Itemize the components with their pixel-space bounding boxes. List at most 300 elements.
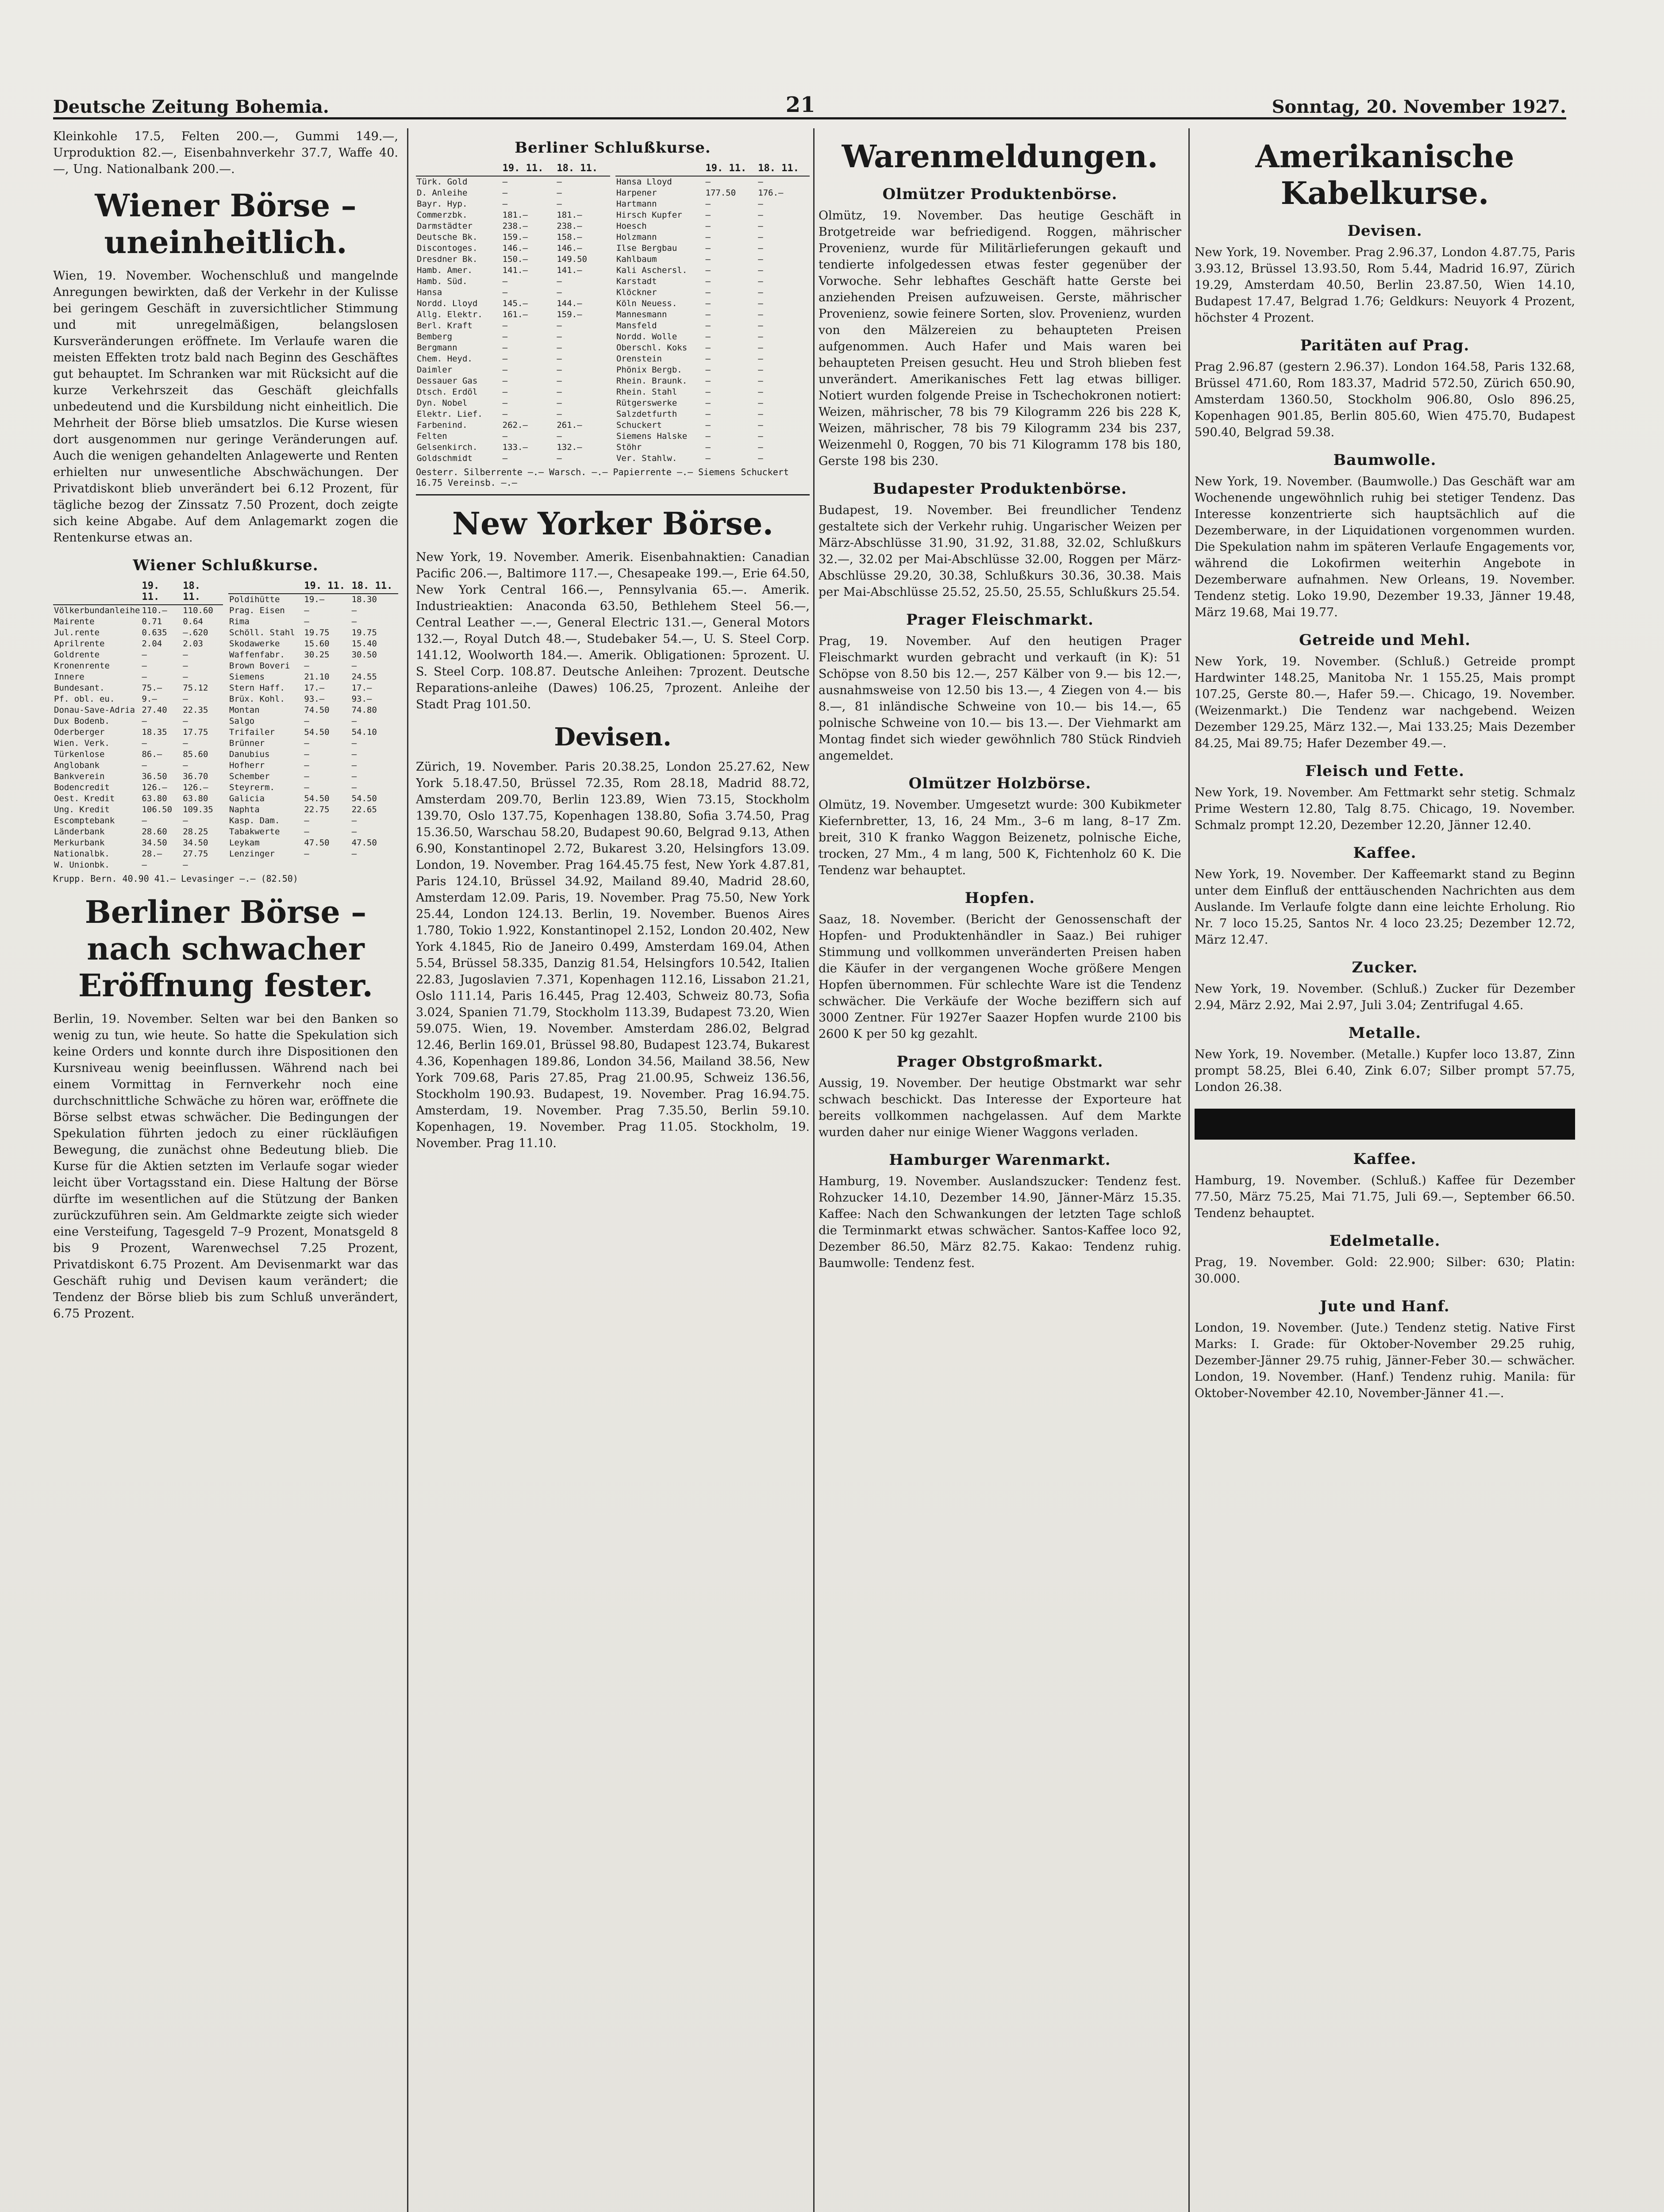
paper-title: Deutsche Zeitung Bohemia. bbox=[53, 96, 329, 117]
table-row bbox=[416, 243, 610, 254]
quote-value: 158.— bbox=[557, 232, 582, 242]
quote-value: — bbox=[351, 849, 357, 859]
table-row bbox=[615, 376, 810, 387]
article-body: New York, 19. November. (Baumwolle.) Das Geschäft war am Wochenende ungewöhnlich ruhig bei stetiger Tendenz. Das Interesse konzentrierte sich hauptsächlich auf die Dezemberware, in der Liquidationen vorgenommen wurden. Die Spekulation nahm im späteren Verlaufe Engagements vor, während die Lokofirmen weiterhin Angebote in Dezemberware aufnahmen. New Orleans, 19. November. Tendenz stetig. Loko 19.90, Dezember 19.33, Jänner 19.48, März 19.68, Mai 19.77. bbox=[1195, 475, 1575, 619]
table-row bbox=[53, 694, 223, 705]
quote-value: — bbox=[502, 431, 508, 441]
quote-value: 109.35 bbox=[183, 805, 213, 814]
security-name: Anglobank bbox=[54, 760, 100, 770]
quote-value: — bbox=[351, 816, 357, 826]
security-name: Innere bbox=[54, 672, 85, 682]
quote-value: 74.80 bbox=[351, 705, 377, 715]
quote-value: 177.50 bbox=[705, 188, 736, 198]
table-row bbox=[228, 694, 398, 705]
article-body: New York, 19. November. Der Kaffeemarkt stand zu Beginn unter dem Einfluß der enttäuschenden Nachrichten aus dem Auslande. Im Verlaufe folgte dann eine leichte Erholung. Rio Nr. 7 loco 15.25, Santos Nr. 4 loco 23.25; Dezember 12.72, März 12.47. bbox=[1195, 868, 1575, 947]
security-name: Stöhr bbox=[616, 442, 642, 452]
security-name: Länderbank bbox=[54, 827, 105, 837]
quote-value: — bbox=[758, 409, 763, 419]
quote-value: 19.75 bbox=[351, 628, 377, 637]
quote-value: 15.60 bbox=[304, 639, 330, 649]
quote-value: — bbox=[705, 365, 711, 375]
security-name: Mannesmann bbox=[616, 310, 667, 319]
quote-value: — bbox=[758, 365, 763, 375]
article-body: Zürich, 19. November. Paris 20.38.25, London 25.27.62, New York 5.18.47.50, Brüssel 72.35, Rom 28.18, Madrid 88.72, Amsterdam 209.70, Berlin 123.89, Wien 73.15, Stockholm 139.70, Oslo 137.75, Kopenhagen 138.80, Sofia 3.74.50, Prag 15.36.50, Warschau 58.20, Budapest 90.60, Belgrad 9.13, Athen 6.90, Konstantinopel 2.72, Bukarest 3.20, Helsingfors 13.09. London, 19. November. Prag 164.45.75 fest, New York 4.87.81, Paris 124.10, Brüssel 34.92, Mailand 89.40, Madrid 28.60, Amsterdam 12.09. Paris, 19. November. Prag 75.50, New York 25.44, London 124.13. Berlin, 19. November. Buenos Aires 1.780, Tokio 1.922, Konstantinopel 2.152, London 20.402, New York 4.1845, Rio de Janeiro 0.499, Amsterdam 169.04, Athen 5.54, Brüssel 58.335, Danzig 81.54, Helsingfors 10.542, Italien 22.83, Jugoslavien 7.371, Kopenhagen 112.16, Lissabon 21.21, Oslo 111.14, Paris 16.445, Prag 12.403, Schweiz 80.73, Sofia 3.024, Spanien 71.79, Stockholm 113.39, Budapest 73.20, Wien 59.075. Wien, 19. November. Amsterdam 286.02, Belgrad 12.46, Berlin 169.01, Brüssel 98.80, Budapest 123.74, Bukarest 4.36, Kopenhagen 189.86, London 34.56, Mailand 38.56, New York 709.68, Paris 27.85, Prag 21.00.95, Schweiz 136.56, Stockholm 190.93. Budapest, 19. November. Prag 16.94.75. Amsterdam, 19. November. Prag 7.35.50, Berlin 59.10. Kopenhagen, 19. November. Prag 11.05. Stockholm, 19. November. Prag 11.10. bbox=[416, 760, 810, 1150]
table-row bbox=[416, 376, 610, 387]
quote-value: — bbox=[142, 661, 147, 671]
quote-value: — bbox=[705, 265, 711, 275]
quote-value: —.620 bbox=[183, 628, 208, 637]
quote-value: 21.10 bbox=[304, 672, 330, 682]
subsection-title: Paritäten auf Prag. bbox=[1300, 337, 1470, 354]
quote-value: 262.— bbox=[502, 420, 528, 430]
table-footnote: Krupp. Bern. 40.90 41.— Levasinger —.— (82.50) bbox=[53, 873, 298, 884]
security-name: Stern Haff. bbox=[229, 683, 285, 693]
section-title: Warenmeldungen. bbox=[842, 138, 1158, 175]
quote-value: — bbox=[351, 617, 357, 626]
table-header-row bbox=[228, 579, 398, 594]
quote-value: — bbox=[502, 453, 508, 463]
quote-value: — bbox=[183, 760, 188, 770]
quote-value: — bbox=[758, 431, 763, 441]
quote-value: 149.50 bbox=[557, 254, 587, 264]
table-row bbox=[615, 365, 810, 376]
security-name: Bankverein bbox=[54, 772, 105, 781]
quote-value: 261.— bbox=[557, 420, 582, 430]
security-name: Daimler bbox=[417, 365, 453, 375]
security-name: Allg. Elektr. bbox=[417, 310, 483, 319]
quote-value: — bbox=[502, 276, 508, 286]
table-row bbox=[53, 782, 223, 793]
security-name: Chem. Heyd. bbox=[417, 354, 473, 364]
table-row bbox=[228, 793, 398, 804]
security-name: Oberschl. Koks bbox=[616, 343, 688, 353]
table-row bbox=[416, 265, 610, 276]
column-header bbox=[228, 579, 303, 594]
quote-value: — bbox=[502, 188, 508, 198]
quote-value: — bbox=[705, 332, 711, 342]
security-name: Harpener bbox=[616, 188, 657, 198]
quote-value: — bbox=[758, 299, 763, 308]
article-body: Hamburg, 19. November. Auslandszucker: Tendenz fest. Rohzucker 14.10, Dezember 14.90, Jänner-März 15.35. Kaffee: Nach den Schwankungen der letzten Tage schloß die Terminmarkt etwas schwächer. Santos-Kaffee loco 92, Dezember 86.50, März 82.75. Kakao: Tendenz ruhig. Baumwolle: Tendenz fest. bbox=[819, 1175, 1181, 1270]
table-row bbox=[615, 387, 810, 398]
security-name: Poldihütte bbox=[229, 595, 280, 604]
subsection-title: Prager Obstgroßmarkt. bbox=[896, 1053, 1103, 1071]
article-body: Berlin, 19. November. Selten war bei den Banken so wenig zu tun, wie heute. So hatte die Spekulation sich keine Orders und konnte durch ihre Dispositionen den Kursniveau wenig beeinflussen. Während nach bei einem Vormittag in Fernverkehr noch eine durchschnittliche Schwäche zu hören war, eröffnete die Börse selbst etwas schwächer. Die Bedingungen der Spekulation führten jedoch zu einer rückläufigen Bewegung, die zunächst ohne Bedeutung blieb. Die Kurse für die Aktien setzten im Verlaufe sogar wieder leicht über Vortagsstand ein. Diese Haltung der Börse dürfte im wesentlichen auf die Stützung der Banken zurückzuführen sein. Am Geldmarkte zeigte sich wieder eine Versteifung, Tagesgeld 7–9 Prozent, Monatsgeld 8 bis 9 Prozent, Warenwechsel 7.25 Prozent, Privatdiskont 6.75 Prozent. Am Devisenmarkt war das Geschäft ruhig und Devisen kaum verändert; die Tendenz der Börse blieb bis zum Schluß unverändert, 6.75 Prozent. bbox=[53, 1012, 398, 1321]
subsection-title: Edelmetalle. bbox=[1329, 1232, 1441, 1250]
quote-value: 110.— bbox=[142, 606, 167, 615]
quote-value: 22.75 bbox=[304, 805, 330, 814]
table-row bbox=[53, 605, 223, 616]
quote-value: — bbox=[351, 716, 357, 726]
quote-value: 47.50 bbox=[304, 838, 330, 848]
table-row bbox=[615, 353, 810, 365]
table-row bbox=[53, 793, 223, 804]
subsection-title: Kaffee. bbox=[1353, 844, 1417, 862]
quote-value: 176.— bbox=[758, 188, 784, 198]
quote-value: 106.50 bbox=[142, 805, 173, 814]
quote-value: — bbox=[705, 420, 711, 430]
security-name: Felten bbox=[417, 431, 447, 441]
column-header: 18. 11. bbox=[757, 161, 810, 176]
table-row bbox=[53, 749, 223, 760]
table-row bbox=[228, 661, 398, 672]
quote-value: 36.50 bbox=[142, 772, 167, 781]
quote-value: — bbox=[705, 343, 711, 353]
table-row bbox=[53, 627, 223, 638]
table-row bbox=[53, 661, 223, 672]
quote-value: — bbox=[758, 254, 763, 264]
security-name: Dyn. Nobel bbox=[417, 398, 468, 408]
quote-table bbox=[53, 579, 223, 871]
article-body: Olmütz, 19. November. Das heutige Geschäft in Brotgetreide war befriedigend. Roggen, mährischer Provenienz, wurde für Militärlieferungen gekauft und tendierte infolgedessen etwas fester gegenüber der Vorwoche. Sehr lebhaftes Geschäft hatte Gerste bei anziehenden Preisen aufzuweisen. Gerste, mährischer Provenienz, sowie feinere Sorten, slov. Provenienz, wurden von den Mälzereien zu behaupteten Preisen aufgenommen. Auch Hafer und Mais waren bei behaupteten Preisen gesucht. Heu und Stroh blieben fest unverändert. Amerikanisches Fett lag etwas billiger. Notiert wurden folgende Preise in Tschechokronen notiert: Weizen, mährischer, 78 bis 79 Kilogramm 226 bis 228 K, Weizen, mährischer, 78 bis 79 Kilogramm 234 bis 237, Weizenmehl 0, Roggen, 70 bis 71 Kilogramm 178 bis 180, Gerste 198 bis 230. bbox=[819, 209, 1181, 468]
article-body: New York, 19. November. (Schluß.) Zucker für Dezember 2.94, März 2.92, Mai 2.97, Juli 3.04; Zentrifugal 4.65. bbox=[1195, 982, 1575, 1012]
security-name: Tabakwerte bbox=[229, 827, 280, 837]
security-name: Köln Neuess. bbox=[616, 299, 677, 308]
article-body: Olmütz, 19. November. Umgesetzt wurde: 300 Kubikmeter Kiefernbretter, 13, 16, 24 Mm., 3–6 m lang, 8–17 Zm. breit, 310 K franko Waggon Beizenetz, polnische Eiche, trocken, 27 Mm., 4 m lang, 500 K, Fichtenholz 60 K. Die Tendenz war behauptet. bbox=[819, 798, 1181, 877]
quote-value: — bbox=[758, 310, 763, 319]
security-name: Hofherr bbox=[229, 760, 265, 770]
quote-table bbox=[416, 161, 610, 464]
quote-value: 181.— bbox=[502, 210, 528, 220]
security-name: Lenzinger bbox=[229, 849, 275, 859]
quote-value: 54.50 bbox=[351, 794, 377, 803]
table-row bbox=[615, 453, 810, 464]
quote-value: 27.75 bbox=[183, 849, 208, 859]
quote-value: — bbox=[557, 409, 562, 419]
security-name: Kali Aschersl. bbox=[616, 265, 688, 275]
quote-value: — bbox=[183, 816, 188, 826]
quote-value: 126.— bbox=[183, 783, 208, 792]
quote-value: 22.65 bbox=[351, 805, 377, 814]
table-row bbox=[615, 298, 810, 309]
quote-value: — bbox=[557, 431, 562, 441]
security-name: Merkurbank bbox=[54, 838, 105, 848]
quote-value: 161.— bbox=[502, 310, 528, 319]
table-footnote: Oesterr. Silberrente —.— Warsch. —.— Papierrente —.— Siemens Schuckert 16.75 Vereinsb. —.— bbox=[416, 467, 789, 488]
security-name: Kahlbaum bbox=[616, 254, 657, 264]
table-row bbox=[416, 309, 610, 320]
subsection-title: Hamburger Warenmarkt. bbox=[889, 1151, 1111, 1169]
security-name: Oderberger bbox=[54, 727, 105, 737]
security-name: Hartmann bbox=[616, 199, 657, 209]
security-name: Karstadt bbox=[616, 276, 657, 286]
quote-value: — bbox=[705, 199, 711, 209]
quote-value: 0.64 bbox=[183, 617, 203, 626]
quote-value: — bbox=[351, 760, 357, 770]
table-row bbox=[615, 243, 810, 254]
table-row bbox=[416, 331, 610, 342]
security-name: Deutsche Bk. bbox=[417, 232, 478, 242]
subsection-title: Zucker. bbox=[1352, 959, 1418, 976]
security-name: Bergmann bbox=[417, 343, 457, 353]
article-body: Prag, 19. November. Auf den heutigen Prager Fleischmarkt wurden gebracht und verkauft (in K): 51 Schöpse von 8.50 bis 12.—, 257 Kälber von 9.— bis 12.—, ausnahmsweise von 12.50 bis 13.—, 4 Ziegen von 4.— bis 8.—, 81 inländische Schweine von 10.— bis 14.—, 65 polnische Schweine von 10.— bis 13.—. Der Viehmarkt am Montag findet sich wieder gewöhnlich 780 Stück Rindvieh angemeldet. bbox=[819, 634, 1181, 763]
quote-value: 141.— bbox=[557, 265, 582, 275]
quote-value: 159.— bbox=[557, 310, 582, 319]
quote-value: — bbox=[758, 199, 763, 209]
table-row bbox=[53, 771, 223, 782]
security-name: Ung. Kredit bbox=[54, 805, 110, 814]
security-name: Bodencredit bbox=[54, 783, 110, 792]
quote-value: — bbox=[758, 354, 763, 364]
quote-value: — bbox=[351, 772, 357, 781]
quote-value: 15.40 bbox=[351, 639, 377, 649]
quote-value: 36.70 bbox=[183, 772, 208, 781]
security-name: Salzdetfurth bbox=[616, 409, 677, 419]
table-row bbox=[615, 232, 810, 243]
quote-value: — bbox=[758, 343, 763, 353]
subsection-title: Olmützer Holzbörse. bbox=[908, 775, 1091, 792]
security-name: Bemberg bbox=[417, 332, 453, 342]
article-body: Prag 2.96.87 (gestern 2.96.37). London 164.58, Paris 132.68, Brüssel 471.60, Rom 183.37, Madrid 572.50, Zürich 650.90, Amsterdam 1360.50, Stockholm 906.80, Oslo 896.25, Kopenhagen 901.85, Berlin 805.60, Wien 475.70, Budapest 590.40, Belgrad 59.38. bbox=[1195, 360, 1575, 439]
security-name: Darmstädter bbox=[417, 221, 473, 231]
quote-value: — bbox=[304, 661, 309, 671]
security-name: Leykam bbox=[229, 838, 260, 848]
quote-value: 54.10 bbox=[351, 727, 377, 737]
quote-value: — bbox=[557, 387, 562, 397]
table-row bbox=[416, 409, 610, 420]
quote-value: 34.50 bbox=[183, 838, 208, 848]
quote-value: 93.— bbox=[304, 694, 325, 704]
subsection-title: Kaffee. bbox=[1353, 1150, 1417, 1168]
table-row bbox=[615, 199, 810, 210]
quote-value: 30.25 bbox=[304, 650, 330, 660]
article-body: New York, 19. November. (Metalle.) Kupfer loco 13.87, Zinn prompt 58.25, Blei 6.40, Zink 6.07; Silber prompt 57.75, London 26.38. bbox=[1195, 1048, 1575, 1094]
article-title: Berliner Börse – nach schwacher Eröffnung fester. bbox=[78, 894, 373, 1004]
security-name: W. Unionbk. bbox=[54, 860, 110, 870]
quote-value: 74.50 bbox=[304, 705, 330, 715]
article-body: New York, 19. November. Prag 2.96.37, London 4.87.75, Paris 3.93.12, Brüssel 13.93.50, Rom 5.44, Madrid 16.97, Zürich 19.29, Amsterdam 40.50, Berlin 23.87.50, Wien 14.10, Budapest 17.47, Belgrad 1.76; Geldkurs: Neuyork 4 Prozent, höchster 4 Prozent. bbox=[1195, 246, 1575, 325]
table-row bbox=[228, 849, 398, 860]
security-name: Brüx. Kohl. bbox=[229, 694, 285, 704]
table-row bbox=[53, 705, 223, 716]
column-header: 19. 11. bbox=[141, 579, 182, 605]
column-divider bbox=[1188, 128, 1190, 2212]
divider bbox=[416, 494, 810, 495]
table-row bbox=[416, 453, 610, 464]
quote-value: 181.— bbox=[557, 210, 582, 220]
quote-value: — bbox=[142, 672, 147, 682]
table-title: Berliner Schlußkurse. bbox=[515, 139, 711, 157]
quote-value: — bbox=[705, 409, 711, 419]
security-name: Kronenrente bbox=[54, 661, 110, 671]
security-name: Goldrente bbox=[54, 650, 100, 660]
quote-value: — bbox=[705, 254, 711, 264]
column-header: 18. 11. bbox=[182, 579, 223, 605]
table-row bbox=[615, 254, 810, 265]
subsection-title: Budapester Produktenbörse. bbox=[872, 480, 1127, 498]
article-body: Aussig, 19. November. Der heutige Obstmarkt war sehr schwach beschickt. Das Interesse der Exporteure hat bereits vollkommen nachgelassen. Auf dem Markte wurden daher nur einige Wiener Waggons verladen. bbox=[819, 1076, 1181, 1139]
quote-value: — bbox=[705, 321, 711, 330]
quote-value: — bbox=[351, 738, 357, 748]
quote-value: — bbox=[304, 783, 309, 792]
quote-value: — bbox=[142, 650, 147, 660]
quote-value: — bbox=[142, 738, 147, 748]
table-row bbox=[53, 727, 223, 738]
security-name: Salgo bbox=[229, 716, 255, 726]
table-row bbox=[228, 837, 398, 849]
quote-value: — bbox=[351, 661, 357, 671]
quote-value: — bbox=[304, 617, 309, 626]
quote-value: 54.50 bbox=[304, 727, 330, 737]
quote-value: — bbox=[705, 276, 711, 286]
quote-value: 24.55 bbox=[351, 672, 377, 682]
table-row bbox=[53, 672, 223, 683]
table-row bbox=[416, 254, 610, 265]
security-name: Hamb. Süd. bbox=[417, 276, 468, 286]
quote-value: — bbox=[142, 860, 147, 870]
table-row bbox=[615, 176, 810, 188]
security-name: Hansa bbox=[417, 288, 442, 297]
security-name: Nordd. Wolle bbox=[616, 332, 677, 342]
table-row bbox=[416, 420, 610, 431]
table-row bbox=[228, 649, 398, 661]
security-name: Donau-Save-Adria bbox=[54, 705, 135, 715]
table-row bbox=[615, 320, 810, 331]
quote-value: — bbox=[758, 453, 763, 463]
quote-value: 144.— bbox=[557, 299, 582, 308]
table-row bbox=[228, 705, 398, 716]
quote-value: 27.40 bbox=[142, 705, 167, 715]
table-row bbox=[416, 188, 610, 199]
column-vienna bbox=[53, 128, 398, 1327]
table-row bbox=[228, 605, 398, 616]
table-header-row bbox=[53, 579, 223, 605]
quote-value: 18.35 bbox=[142, 727, 167, 737]
quote-value: 63.80 bbox=[183, 794, 208, 803]
security-name: Siemens bbox=[229, 672, 265, 682]
security-name: Skodawerke bbox=[229, 639, 280, 649]
security-name: Brünner bbox=[229, 738, 265, 748]
security-name: Montan bbox=[229, 705, 260, 715]
column-header bbox=[416, 161, 502, 176]
quote-value: — bbox=[304, 760, 309, 770]
quote-value: — bbox=[758, 177, 763, 187]
security-name: Ilse Bergbau bbox=[616, 243, 677, 253]
security-name: Dessauer Gas bbox=[417, 376, 478, 386]
table-row bbox=[615, 276, 810, 287]
table-row bbox=[53, 616, 223, 627]
quote-value: — bbox=[705, 243, 711, 253]
quote-value: — bbox=[557, 354, 562, 364]
quote-value: — bbox=[502, 332, 508, 342]
column-header: 18. 11. bbox=[351, 579, 398, 594]
table-row bbox=[228, 782, 398, 793]
table-title: Wiener Schlußkurse. bbox=[133, 557, 319, 574]
security-name: Trifailer bbox=[229, 727, 275, 737]
quote-value: — bbox=[705, 177, 711, 187]
quote-value: — bbox=[142, 716, 147, 726]
security-name: Mansfeld bbox=[616, 321, 657, 330]
security-name: Waffenfabr. bbox=[229, 650, 285, 660]
column-header bbox=[615, 161, 705, 176]
quote-value: — bbox=[758, 276, 763, 286]
security-name: Mairente bbox=[54, 617, 95, 626]
quote-value: 18.30 bbox=[351, 595, 377, 604]
table-row bbox=[228, 826, 398, 837]
quote-value: 85.60 bbox=[183, 749, 208, 759]
quote-value: 75.— bbox=[142, 683, 162, 693]
table-row bbox=[615, 398, 810, 409]
security-name: Steyrerm. bbox=[229, 783, 275, 792]
quote-value: — bbox=[758, 420, 763, 430]
table-row bbox=[53, 738, 223, 749]
quote-value: — bbox=[557, 321, 562, 330]
table-row bbox=[53, 826, 223, 837]
table-row bbox=[416, 387, 610, 398]
article-title: New Yorker Börse. bbox=[452, 505, 773, 542]
security-name: Hamb. Amer. bbox=[417, 265, 473, 275]
table-row bbox=[615, 431, 810, 442]
quote-value: 47.50 bbox=[351, 838, 377, 848]
quote-value: — bbox=[142, 760, 147, 770]
table-row bbox=[228, 804, 398, 815]
table-row bbox=[416, 320, 610, 331]
quote-value: — bbox=[758, 232, 763, 242]
quote-value: 17.75 bbox=[183, 727, 208, 737]
quote-value: — bbox=[183, 716, 188, 726]
quote-value: — bbox=[758, 243, 763, 253]
table-row bbox=[416, 298, 610, 309]
quote-value: — bbox=[304, 606, 309, 615]
table-row bbox=[615, 188, 810, 199]
article-body: London, 19. November. (Jute.) Tendenz stetig. Native First Marks: I. Grade: für Oktober-November 29.25 ruhig, Dezember-Jänner 29.75 ruhig, Jänner-Feber 30.— schwächer. London, 19. November. (Hanf.) Tendenz ruhig. Manila: für Oktober-November 42.10, November-Jänner 41.—. bbox=[1195, 1321, 1575, 1400]
security-name: D. Anleihe bbox=[417, 188, 468, 198]
table-row bbox=[615, 287, 810, 298]
security-name: Türk. Gold bbox=[417, 177, 468, 187]
quote-value: 2.03 bbox=[183, 639, 203, 649]
quote-value: 17.— bbox=[351, 683, 372, 693]
quote-value: 34.50 bbox=[142, 838, 167, 848]
quote-value: 28.— bbox=[142, 849, 162, 859]
security-name: Dresdner Bk. bbox=[417, 254, 478, 264]
quote-value: — bbox=[142, 816, 147, 826]
table-row bbox=[615, 442, 810, 453]
quote-value: — bbox=[183, 860, 188, 870]
table-row bbox=[228, 760, 398, 771]
security-name: Kasp. Dam. bbox=[229, 816, 280, 826]
quote-value: 141.— bbox=[502, 265, 528, 275]
quote-value: — bbox=[758, 288, 763, 297]
quote-value: 19.75 bbox=[304, 628, 330, 637]
security-name: Aprilrente bbox=[54, 639, 105, 649]
article-body: Hamburg, 19. November. (Schluß.) Kaffee für Dezember 77.50, März 75.25, Mai 71.75, Juli 69.—, September 66.50. Tendenz behauptet. bbox=[1195, 1174, 1575, 1220]
quote-value: — bbox=[502, 398, 508, 408]
table-row bbox=[416, 287, 610, 298]
table-row bbox=[416, 365, 610, 376]
quote-value: — bbox=[557, 343, 562, 353]
security-name: Orenstein bbox=[616, 354, 662, 364]
security-name: Gelsenkirch. bbox=[417, 442, 478, 452]
subsection-title: Getreide und Mehl. bbox=[1299, 631, 1471, 649]
quote-value: — bbox=[758, 376, 763, 386]
quote-value: — bbox=[502, 354, 508, 364]
quote-value: 133.— bbox=[502, 442, 528, 452]
security-name: Nationalbk. bbox=[54, 849, 110, 859]
quote-value: — bbox=[351, 783, 357, 792]
quote-value: — bbox=[183, 694, 188, 704]
subsection-title: Olmützer Produktenbörse. bbox=[882, 185, 1118, 203]
security-name: Danubius bbox=[229, 749, 270, 759]
security-name: Galicia bbox=[229, 794, 265, 803]
quote-value: 145.— bbox=[502, 299, 528, 308]
security-name: Rhein. Braunk. bbox=[616, 376, 688, 386]
quote-value: 146.— bbox=[557, 243, 582, 253]
quote-value: 30.50 bbox=[351, 650, 377, 660]
table-row bbox=[615, 210, 810, 221]
quote-value: 17.— bbox=[304, 683, 325, 693]
table-row bbox=[416, 342, 610, 353]
security-name: Dtsch. Erdöl bbox=[417, 387, 478, 397]
